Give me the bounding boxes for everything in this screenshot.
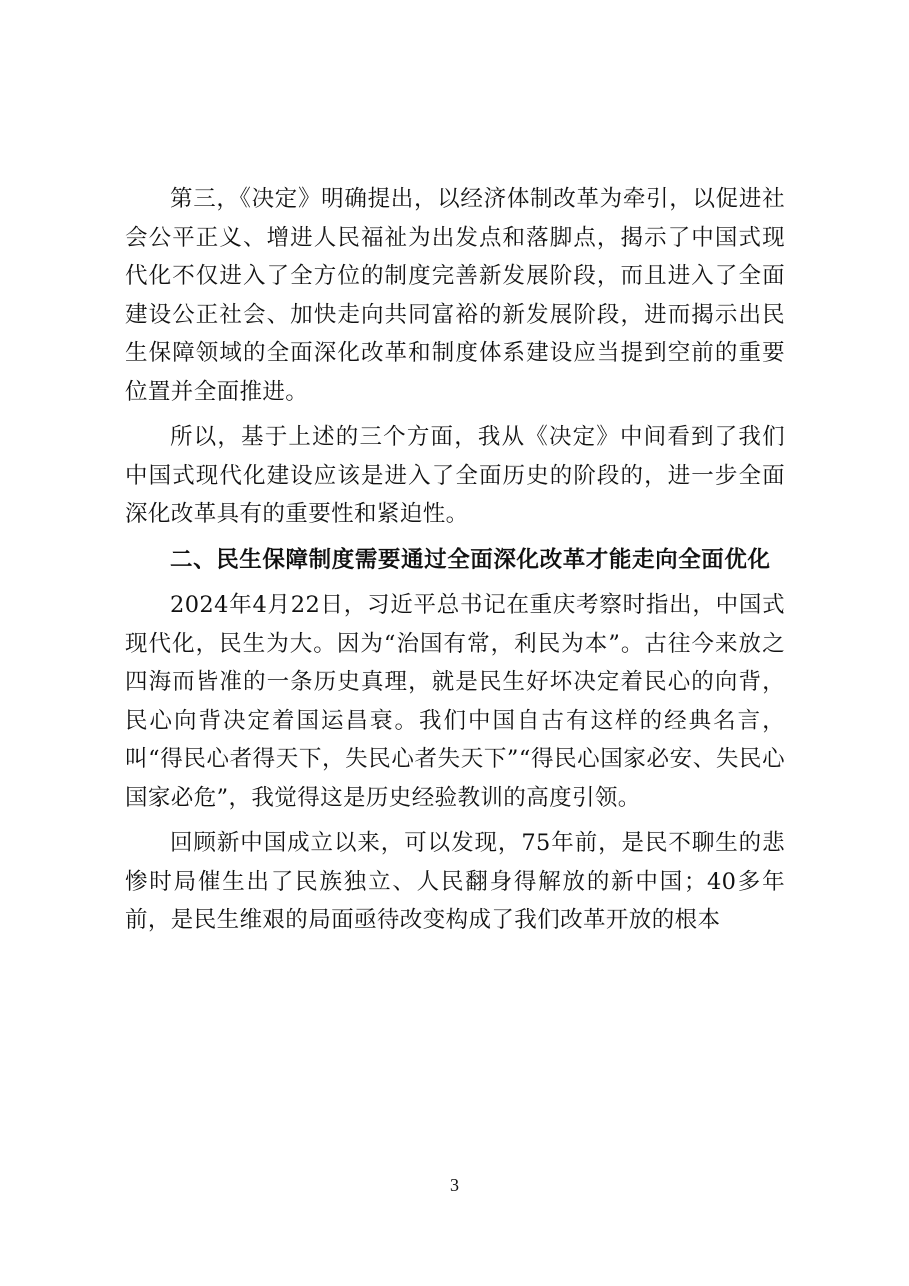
document-body (125, 180, 785, 940)
page-number: 3 (450, 1175, 459, 1195)
paragraph-history-review: 回顾新中国成立以来，可以发现，75年前，是民不聊生的悲惨时局催生出了民族独立、人民翻身得解放的新中国；40多年前，是民生维艰的局面亟待改变构成了我们改革开放的根本 (125, 830, 785, 933)
paragraph-chongqing-remarks: 2024年4月22日，习近平总书记在重庆考察时指出，中国式现代化，民生为大。因为“治国有常，利民为本”。古往今来放之四海而皆准的一条历史真理，就是民生好坏决定着民心的向背，民心向背决定着国运昌衰。我们中国自古有这样的经典名言，叫“得民心者得天下，失民心者失天下”“得民心国家必安、失民心国家必危”，我觉得这是历史经验教训的高度引领。 (125, 592, 785, 811)
section-heading: 二、民生保障制度需要通过全面深化改革才能走向全面优化 (170, 546, 771, 573)
paragraph-third-point: 第三，《决定》明确提出，以经济体制改革为牵引，以促进社会公平正义、增进人民福祉为出发点和落脚点，揭示了中国式现代化不仅进入了全方位的制度完善新发展阶段，而且进入了全面建设公正社会、加快走向共同富裕的新发展阶段，进而揭示出民生保障领域的全面深化改革和制度体系建设应当提到空前的重要位置并全面推进。 (125, 186, 785, 405)
paragraph-summary: 所以，基于上述的三个方面，我从《决定》中间看到了我们中国式现代化建设应该是进入了全面历史的阶段的，进一步全面深化改革具有的重要性和紧迫性。 (125, 424, 785, 527)
